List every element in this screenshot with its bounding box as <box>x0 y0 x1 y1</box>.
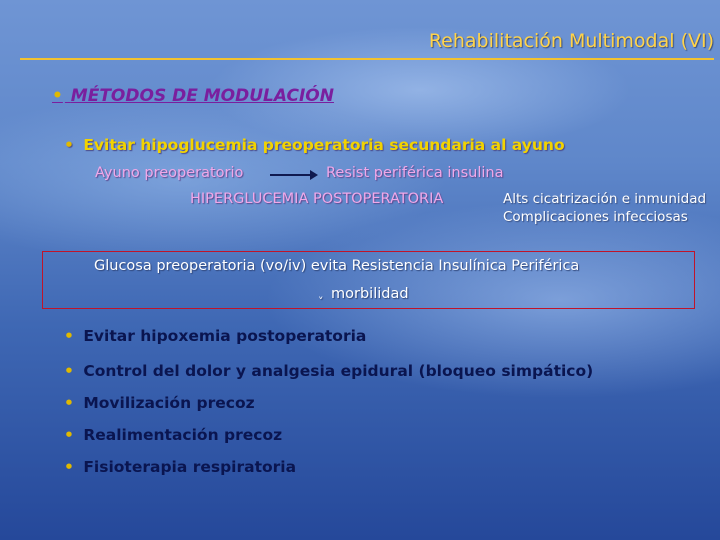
point-hipoxemia <box>64 327 366 345</box>
bullet-icon: • <box>64 327 74 345</box>
point-fisioterapia-text: Fisioterapia respiratoria <box>83 458 297 476</box>
bullet-icon: • <box>64 394 74 412</box>
bullet-icon: • <box>64 136 74 154</box>
bullet-icon: • <box>64 426 74 444</box>
point-movilizacion-text: Movilización precoz <box>83 394 255 412</box>
point-fisioterapia <box>64 458 296 476</box>
alts-text: Alts cicatrización e inmunidad <box>503 191 707 207</box>
hiperglucemia-text: HIPERGLUCEMIA POSTOPERATORIA <box>190 191 444 207</box>
ayuno-text: Ayuno preoperatorio <box>95 165 244 181</box>
glucosa-text: Glucosa preoperatoria (vo/iv) evita Resistencia Insulínica Periférica <box>94 258 580 274</box>
section-heading <box>52 86 334 106</box>
section-heading-text: MÉTODOS DE MODULACIÓN <box>70 86 334 106</box>
arrow-icon <box>270 174 316 176</box>
resist-text: Resist periférica insulina <box>326 165 504 181</box>
point-dolor <box>64 362 593 380</box>
point-hipoglucemia <box>64 136 565 154</box>
morbilidad-text: morbilidad <box>331 286 409 302</box>
point-realimentacion <box>64 426 282 444</box>
point-hipoglucemia-text: Evitar hipoglucemia preoperatoria secundaria al ayuno <box>83 136 565 154</box>
title-underline <box>20 58 714 60</box>
down-arrow-icon: ˬ <box>318 286 324 299</box>
complicaciones-text: Complicaciones infecciosas <box>503 209 688 225</box>
bullet-icon: • <box>52 86 63 106</box>
slide-title: Rehabilitación Multimodal (VI) <box>428 30 714 52</box>
point-hipoxemia-text: Evitar hipoxemia postoperatoria <box>83 327 367 345</box>
bullet-icon: • <box>64 458 74 476</box>
point-dolor-text: Control del dolor y analgesia epidural (bloqueo simpático) <box>83 362 594 380</box>
point-realimentacion-text: Realimentación precoz <box>83 426 283 444</box>
bullet-icon: • <box>64 362 74 380</box>
point-movilizacion <box>64 394 255 412</box>
